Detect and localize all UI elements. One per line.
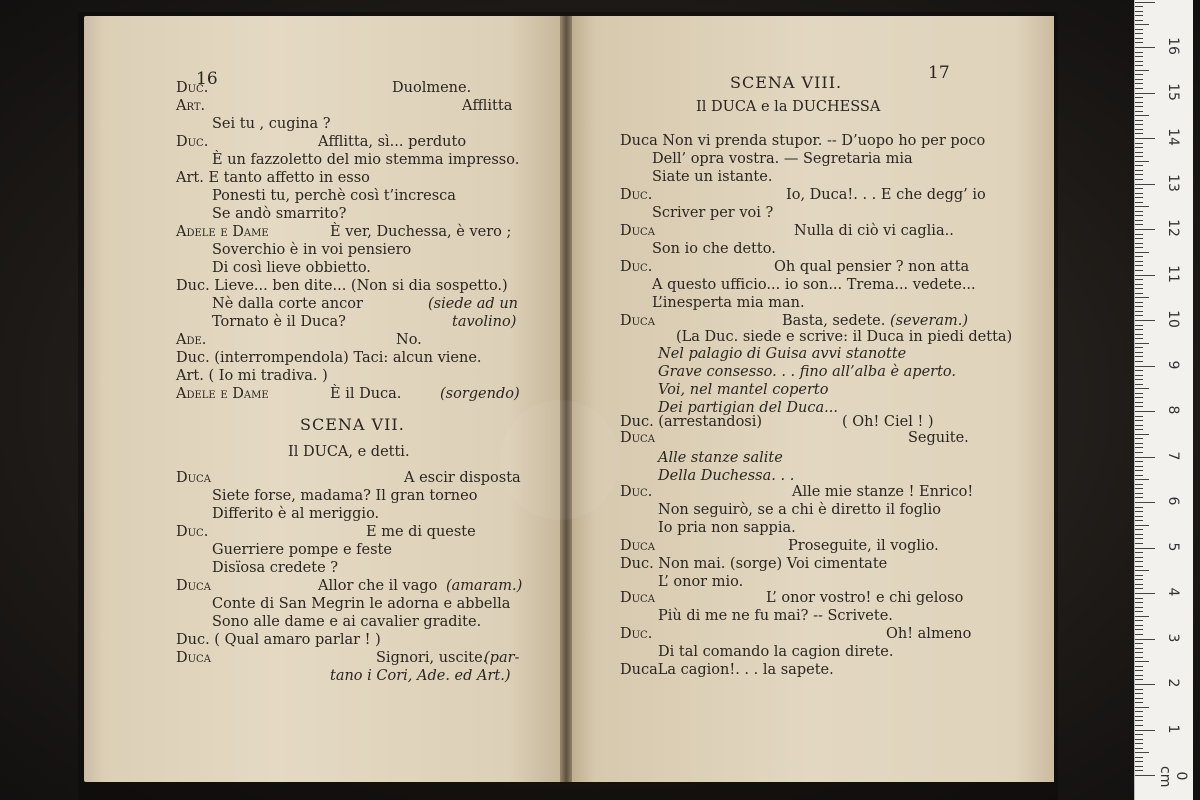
ruler-tick <box>1135 570 1149 571</box>
ruler-tick <box>1135 361 1143 362</box>
ruler-tick <box>1135 716 1143 717</box>
ruler-tick <box>1135 429 1143 430</box>
ruler-tick <box>1135 497 1143 498</box>
left-page-text-line: Soverchio è in voi pensiero <box>212 242 412 258</box>
left-page-text-line: Art. ( Io mi tradiva. ) <box>176 368 328 384</box>
watermark <box>500 400 620 520</box>
ruler-tick <box>1135 79 1143 80</box>
right-page-text-line: L’ onor mio. <box>658 574 744 590</box>
left-page-text-line: Conte di San Megrin le adorna e abbella <box>212 596 511 612</box>
ruler-tick <box>1135 293 1143 294</box>
ruler-tick <box>1135 352 1143 353</box>
ruler-number: 11 <box>1165 264 1181 283</box>
ruler-tick <box>1135 297 1149 298</box>
right-page-text-line: Più di me ne fu mai? -- Scrivete. <box>658 608 893 624</box>
ruler-tick <box>1135 629 1143 630</box>
ruler-tick <box>1135 6 1143 7</box>
ruler-tick <box>1135 484 1143 485</box>
ruler-tick <box>1135 133 1143 134</box>
left-page-text-line: Ponesti tu, perchè così t’incresca <box>212 188 456 204</box>
ruler-tick <box>1135 129 1143 130</box>
ruler-tick <box>1135 366 1155 367</box>
left-page-text-line: Siete forse, madama? Il gran torneo <box>212 488 478 504</box>
ruler-tick <box>1135 65 1143 66</box>
ruler-tick <box>1135 102 1143 103</box>
ruler-tick <box>1135 347 1143 348</box>
ruler-number: 14 <box>1165 128 1181 146</box>
ruler-number: 7 <box>1165 451 1181 460</box>
ruler-tick <box>1135 698 1143 699</box>
ruler-tick <box>1135 548 1155 549</box>
ruler-tick <box>1135 74 1143 75</box>
ruler-tick <box>1135 120 1143 121</box>
right-page-text-line: Nel palagio di Guisa avvi stanotte <box>658 346 907 362</box>
ruler-tick <box>1135 152 1143 153</box>
right-page-text-line: Proseguite, il voglio. <box>788 538 939 554</box>
ruler-tick <box>1135 611 1143 612</box>
ruler-tick <box>1135 411 1155 412</box>
right-page-text-line: L’inesperta mia man. <box>652 295 805 311</box>
ruler-tick <box>1135 543 1143 544</box>
ruler-tick <box>1135 666 1143 667</box>
ruler-tick <box>1135 761 1143 762</box>
ruler-tick <box>1135 511 1143 512</box>
ruler-tick <box>1135 270 1143 271</box>
ruler-tick <box>1135 197 1143 198</box>
left-page-text-line: Duca <box>176 578 211 594</box>
right-page-text-line: Duca <box>620 590 655 606</box>
right-page-text-line: Di tal comando la cagion direte. <box>658 644 894 660</box>
ruler-tick <box>1135 534 1143 535</box>
right-page-text-line: Duca <box>620 430 655 446</box>
left-page-text-line: Signori, uscite. <box>376 650 488 666</box>
ruler-tick <box>1135 325 1143 326</box>
right-page-text-line: DucaLa cagion!. . . la sapete. <box>620 662 834 678</box>
right-page-text-line: Duc. <box>620 187 653 203</box>
ruler-tick <box>1135 275 1155 276</box>
ruler-tick <box>1135 202 1143 203</box>
ruler-tick <box>1135 639 1155 640</box>
ruler-tick <box>1135 147 1143 148</box>
left-page-text-line: Duolmene. <box>392 80 472 96</box>
ruler-tick <box>1135 193 1143 194</box>
ruler-number: 13 <box>1165 173 1181 192</box>
ruler-tick <box>1135 261 1143 262</box>
right-page-text-line: Duca <box>620 538 655 554</box>
right-page-text-line: Dell’ opra vostra. — Segretaria mia <box>652 151 913 167</box>
ruler-tick <box>1135 238 1143 239</box>
ruler-tick <box>1135 161 1149 162</box>
ruler-tick <box>1135 725 1143 726</box>
ruler-tick <box>1135 416 1143 417</box>
left-page-number: 16 <box>196 69 218 89</box>
book-spine <box>560 16 572 782</box>
ruler-tick <box>1135 557 1143 558</box>
ruler-tick <box>1135 675 1143 676</box>
ruler-tick <box>1135 288 1143 289</box>
left-page-text-line: E me di queste <box>366 524 476 540</box>
ruler-tick <box>1135 684 1155 685</box>
ruler-tick <box>1135 520 1143 521</box>
right-page-text-line: A questo ufficio... io son... Trema... vedete... <box>652 277 976 293</box>
ruler-tick <box>1135 211 1143 212</box>
left-page-text-line: Afflitta, sì... perduto <box>318 134 467 150</box>
ruler-tick <box>1135 334 1143 335</box>
left-page-text-line: Adele e Dame <box>176 224 269 240</box>
left-page-text-line: Allor che il vago <box>318 578 438 594</box>
right-page-text-line: Duc. <box>620 626 653 642</box>
ruler-tick <box>1135 24 1149 25</box>
ruler-tick <box>1135 507 1143 508</box>
ruler-tick <box>1135 397 1143 398</box>
ruler-tick <box>1135 748 1143 749</box>
right-page-text-line: Dei partigian del Duca... <box>658 400 838 416</box>
ruler-tick <box>1135 584 1143 585</box>
right-page-text-line: Duca <box>620 313 655 329</box>
ruler-tick <box>1135 306 1143 307</box>
ruler-tick <box>1135 206 1149 207</box>
ruler-tick <box>1135 379 1143 380</box>
ruler-tick <box>1135 443 1143 444</box>
ruler-tick <box>1135 320 1155 321</box>
ruler-tick <box>1135 61 1143 62</box>
left-page-text-line: Guerriere pompe e feste <box>212 542 392 558</box>
ruler-tick <box>1135 165 1143 166</box>
ruler-tick <box>1135 734 1143 735</box>
ruler-tick <box>1135 174 1143 175</box>
left-page-text-line: Afflitta <box>462 98 513 114</box>
left-page-text-line: Duca <box>176 650 211 666</box>
ruler-tick <box>1135 224 1143 225</box>
left-page-text-line: È il Duca. <box>330 386 402 402</box>
ruler-tick <box>1135 693 1143 694</box>
right-page-text-line: Duca <box>620 223 655 239</box>
ruler-tick <box>1135 457 1155 458</box>
ruler-tick <box>1135 56 1143 57</box>
ruler-tick <box>1135 770 1143 771</box>
ruler-tick <box>1135 52 1143 53</box>
ruler-tick <box>1135 256 1143 257</box>
ruler-tick <box>1135 156 1143 157</box>
left-page-text-line: È ver, Duchessa, è vero ; <box>330 224 512 240</box>
left-page-text-line: Duc. <box>176 524 209 540</box>
ruler-tick <box>1135 265 1143 266</box>
ruler-number: 6 <box>1165 496 1181 506</box>
left-page-text-line: Art. E tanto affetto in esso <box>176 170 370 186</box>
right-page-text-line: Duc. (arrestandosi) <box>620 414 763 430</box>
left-page-text-line: Disïosa credete ? <box>212 560 339 576</box>
left-page-text-line: (amaram.) <box>446 578 523 594</box>
right-page-text-line: Son io che detto. <box>652 241 776 257</box>
left-page-text-line: Duc. (interrompendola) Taci: alcun viene. <box>176 350 482 366</box>
ruler-tick <box>1135 97 1143 98</box>
left-page-text-line: tavolino) <box>452 314 517 330</box>
ruler-tick <box>1135 252 1149 253</box>
ruler-number: 3 <box>1165 633 1181 642</box>
ruler-tick <box>1135 493 1143 494</box>
ruler-number: 4 <box>1165 587 1181 597</box>
right-page-text-line: Io pria non sappia. <box>658 520 796 536</box>
ruler-tick <box>1135 47 1155 48</box>
ruler-tick <box>1135 111 1143 112</box>
ruler-tick <box>1135 70 1149 71</box>
ruler-tick <box>1135 215 1143 216</box>
ruler-tick <box>1135 356 1143 357</box>
ruler-tick <box>1135 516 1143 517</box>
ruler-tick <box>1135 338 1143 339</box>
right-page-text-line: Il DUCA e la DUCHESSA <box>696 99 881 115</box>
left-page-text-line: Duc. ( Qual amaro parlar ! ) <box>176 632 381 648</box>
ruler-number: 10 <box>1165 310 1181 328</box>
ruler-tick <box>1135 552 1143 553</box>
left-page-text-line: Adele e Dame <box>176 386 269 402</box>
right-page-text-line: L’ onor vostro! e chi geloso <box>766 590 964 606</box>
ruler-tick <box>1135 15 1143 16</box>
ruler-tick <box>1135 438 1143 439</box>
right-page-text-line: Oh! almeno <box>886 626 972 642</box>
ruler-tick <box>1135 720 1143 721</box>
right-page-text-line: Nulla di ciò vi caglia.. <box>794 223 954 239</box>
ruler-tick <box>1135 115 1149 116</box>
ruler-tick <box>1135 124 1143 125</box>
left-page-text-line: (par- <box>484 650 520 666</box>
ruler-tick <box>1135 679 1143 680</box>
right-page-text-line: Basta, sedete. <box>782 313 886 329</box>
left-page-text-line: Sono alle dame e ai cavalier gradite. <box>212 614 482 630</box>
ruler-tick <box>1135 343 1149 344</box>
ruler-tick <box>1135 425 1143 426</box>
ruler-tick <box>1135 83 1143 84</box>
ruler-tick <box>1135 447 1143 448</box>
right-page-text-line: Alle stanze salite <box>658 450 783 466</box>
ruler-tick <box>1135 184 1155 185</box>
ruler-number: 5 <box>1165 542 1181 551</box>
ruler-tick <box>1135 402 1143 403</box>
ruler-tick <box>1135 188 1143 189</box>
ruler-tick <box>1135 607 1143 608</box>
ruler-tick <box>1135 670 1143 671</box>
measurement-ruler <box>1134 0 1193 800</box>
ruler-tick <box>1135 302 1143 303</box>
ruler-tick <box>1135 739 1143 740</box>
ruler-tick <box>1135 375 1143 376</box>
ruler-tick <box>1135 634 1143 635</box>
ruler-tick <box>1135 33 1143 34</box>
ruler-tick <box>1135 106 1143 107</box>
ruler-number: 2 <box>1165 678 1181 688</box>
ruler-tick <box>1135 466 1143 467</box>
ruler-tick <box>1135 329 1143 330</box>
left-page-text-line: Duc. Lieve... ben dite... (Non si dia sospetto.) <box>176 278 508 294</box>
ruler-tick <box>1135 143 1143 144</box>
ruler-tick <box>1135 38 1143 39</box>
ruler-tick <box>1135 711 1143 712</box>
ruler-tick <box>1135 689 1143 690</box>
left-page-text-line: È un fazzoletto del mio stemma impresso. <box>212 152 520 168</box>
ruler-tick <box>1135 470 1143 471</box>
ruler-tick <box>1135 775 1155 776</box>
ruler-number: 12 <box>1165 219 1181 237</box>
ruler-tick <box>1135 602 1143 603</box>
ruler-tick <box>1135 247 1143 248</box>
ruler-number: 16 <box>1165 37 1181 55</box>
ruler-tick <box>1135 566 1143 567</box>
left-page-text-line: Tornato è il Duca? <box>212 314 346 330</box>
left-page-text-line: A escir disposta <box>404 470 521 486</box>
ruler-tick <box>1135 370 1143 371</box>
ruler-tick <box>1135 643 1143 644</box>
right-page-text-line: Duc. <box>620 484 653 500</box>
right-page-text-line: (La Duc. siede e scrive: il Duca in piedi detta) <box>676 329 1013 345</box>
ruler-tick <box>1135 652 1143 653</box>
ruler-tick <box>1135 393 1143 394</box>
right-page-text-line: Duc. <box>620 259 653 275</box>
ruler-tick <box>1135 42 1143 43</box>
ruler-tick <box>1135 538 1143 539</box>
right-page-text-line: Oh qual pensier ? non atta <box>774 259 970 275</box>
ruler-tick <box>1135 707 1149 708</box>
ruler-tick <box>1135 2 1155 3</box>
right-page-text-line: Non seguirò, se a chi è diretto il foglio <box>658 502 941 518</box>
ruler-tick <box>1135 452 1143 453</box>
right-page-text-line: Duca Non vi prenda stupor. -- D’uopo ho per poco <box>620 133 986 149</box>
right-page-number: 17 <box>928 63 950 83</box>
right-page-text-line: Scriver per voi ? <box>652 205 774 221</box>
ruler-number: 1 <box>1165 724 1181 733</box>
ruler-tick <box>1135 234 1143 235</box>
ruler-tick <box>1135 648 1143 649</box>
right-page-text-line: ( Oh! Ciel ! ) <box>842 414 934 430</box>
left-page-text-line: Ade. <box>176 332 207 348</box>
ruler-tick <box>1135 475 1143 476</box>
ruler-tick <box>1135 29 1143 30</box>
left-page-text-line: tano i Cori, Ade. ed Art.) <box>330 668 511 684</box>
ruler-tick <box>1135 179 1143 180</box>
ruler-tick <box>1135 311 1143 312</box>
left-page-text-line: Art. <box>176 98 206 114</box>
left-page-text-line: Il DUCA, e detti. <box>288 444 410 460</box>
ruler-tick <box>1135 420 1143 421</box>
ruler-tick <box>1135 388 1149 389</box>
right-page-text-line: SCENA VIII. <box>730 73 843 92</box>
ruler-tick <box>1135 766 1143 767</box>
ruler-tick <box>1135 229 1155 230</box>
right-page-text-line: Della Duchessa. . . <box>658 468 795 484</box>
left-page-text-line: Differito è al meriggio. <box>212 506 380 522</box>
ruler-number: 9 <box>1165 360 1181 369</box>
ruler-tick <box>1135 529 1143 530</box>
ruler-tick <box>1135 657 1143 658</box>
ruler-tick <box>1135 593 1155 594</box>
ruler-tick <box>1135 384 1143 385</box>
ruler-tick <box>1135 525 1149 526</box>
ruler-number: 8 <box>1165 405 1181 415</box>
ruler-tick <box>1135 11 1143 12</box>
ruler-tick <box>1135 220 1143 221</box>
ruler-tick <box>1135 488 1143 489</box>
ruler-tick <box>1135 315 1143 316</box>
ruler-tick <box>1135 406 1143 407</box>
ruler-tick <box>1135 461 1143 462</box>
right-page-text-line: Siate un istante. <box>652 169 773 185</box>
ruler-tick <box>1135 434 1149 435</box>
ruler-tick <box>1135 479 1149 480</box>
ruler-tick <box>1135 138 1155 139</box>
left-page-text-line: Duc. <box>176 80 209 96</box>
right-page-text-line: Io, Duca!. . . E che degg’ io <box>786 187 986 203</box>
ruler-tick <box>1135 702 1143 703</box>
ruler-tick <box>1135 620 1143 621</box>
ruler-tick <box>1135 279 1143 280</box>
right-page-text-line: Grave consesso. . . fino all’alba è aperto. <box>658 364 957 380</box>
ruler-tick <box>1135 588 1143 589</box>
ruler-tick <box>1135 757 1143 758</box>
left-page-text-line: No. <box>396 332 422 348</box>
right-page-text-line: Duc. Non mai. (sorge) Voi cimentate <box>620 556 888 572</box>
ruler-tick <box>1135 598 1143 599</box>
ruler-tick <box>1135 88 1143 89</box>
left-page-text-line: Se andò smarrito? <box>212 206 347 222</box>
left-page-text-line: Sei tu , cugina ? <box>212 116 331 132</box>
right-page-text-line: (severam.) <box>890 313 969 329</box>
ruler-tick <box>1135 93 1155 94</box>
left-page-text-line: (sorgendo) <box>440 386 520 402</box>
right-page-text-line: Seguite. <box>908 430 969 446</box>
ruler-tick <box>1135 20 1143 21</box>
ruler-tick <box>1135 170 1143 171</box>
ruler-tick <box>1135 661 1149 662</box>
ruler-tick <box>1135 752 1149 753</box>
ruler-tick <box>1135 575 1143 576</box>
ruler-tick <box>1135 284 1143 285</box>
left-page-text-line: (siede ad un <box>428 296 519 312</box>
left-page-text-line: Di così lieve obbietto. <box>212 260 371 276</box>
ruler-tick <box>1135 743 1143 744</box>
right-page-text-line: Alle mie stanze ! Enrico! <box>792 484 974 500</box>
left-page-text-line: SCENA VII. <box>300 415 405 434</box>
left-page-text-line: Duca <box>176 470 211 486</box>
ruler-tick <box>1135 243 1143 244</box>
ruler-tick <box>1135 579 1143 580</box>
ruler-tick <box>1135 561 1143 562</box>
ruler-tick <box>1135 502 1155 503</box>
ruler-number: 15 <box>1165 82 1181 101</box>
ruler-tick <box>1135 625 1143 626</box>
ruler-tick <box>1135 730 1155 731</box>
ruler-unit-label: 0 cm <box>1157 766 1189 788</box>
ruler-tick <box>1135 616 1149 617</box>
left-page-text-line: Duc. <box>176 134 209 150</box>
left-page-text-line: Nè dalla corte ancor <box>212 296 363 312</box>
right-page-text-line: Voi, nel mantel coperto <box>658 382 829 398</box>
